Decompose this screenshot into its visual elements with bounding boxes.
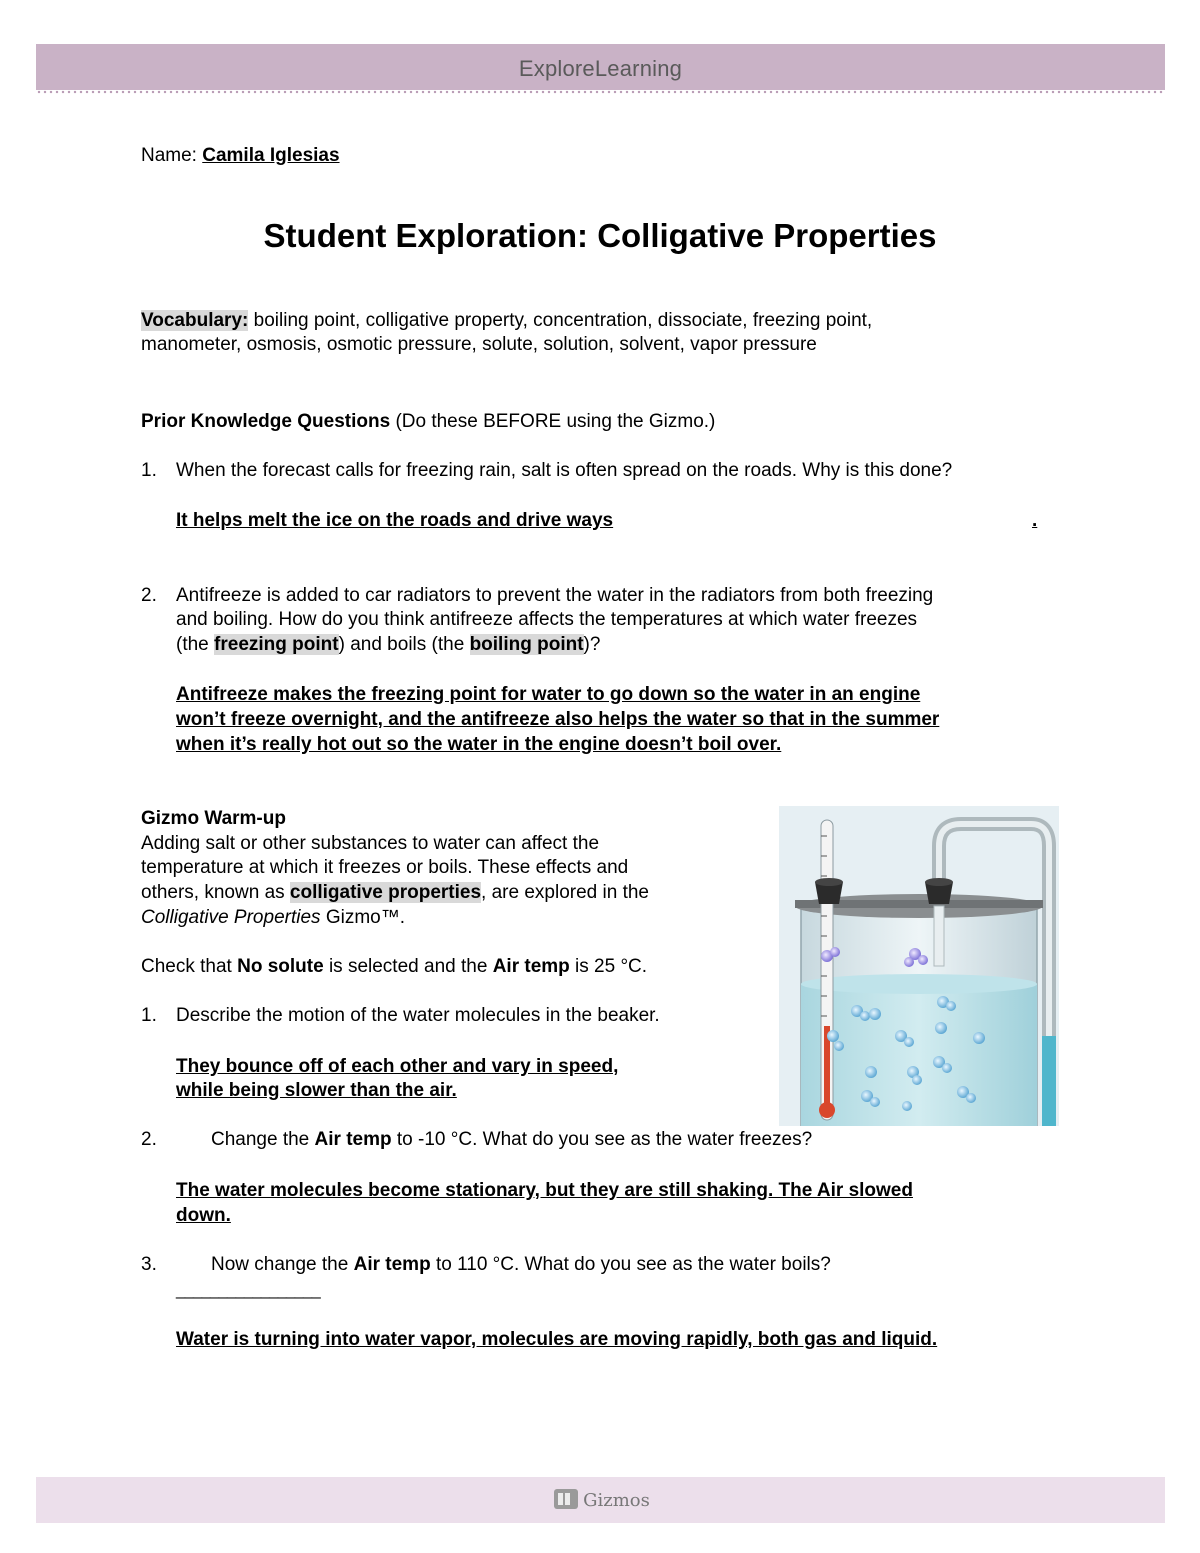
warmup-q2-answer-2: down.: [176, 1205, 231, 1226]
prior-q1-answer-end: .: [1032, 510, 1038, 531]
gizmos-logo: [36, 1477, 1165, 1523]
warmup-q1-text: Describe the motion of the water molecules in the beaker.: [176, 1005, 660, 1026]
vocabulary-text-2: manometer, osmosis, osmotic pressure, solute, solution, solvent, vapor pressure: [141, 334, 817, 355]
name-label: Name:: [141, 145, 197, 166]
prior-q2-number: 2.: [141, 585, 157, 606]
warmup-q1-answer-2: while being slower than the air.: [176, 1080, 457, 1101]
warmup-q3-answer: Water is turning into water vapor, molecules are moving rapidly, both gas and liquid.: [176, 1329, 938, 1350]
name-value: Camila Iglesias: [202, 145, 340, 166]
prior-q2-answer-2: won’t freeze overnight, and the antifreeze also helps the water so that in the summer: [176, 709, 940, 730]
prior-q2-line-2: and boiling. How do you think antifreeze affects the temperatures at which water freezes: [176, 609, 918, 630]
warmup-q2-text: [211, 1129, 812, 1151]
header-band: [36, 44, 1165, 90]
term-colligative-properties: colligative properties: [289, 882, 482, 903]
vocabulary-line-1: [141, 310, 872, 332]
gizmo-name-italic: Colligative Properties: [141, 907, 321, 928]
prior-q2-answer-1: Antifreeze makes the freezing point for water to go down so the water in an engine: [176, 684, 921, 705]
warmup-q1-number: 1.: [141, 1005, 157, 1026]
term-boiling-point: boiling point: [469, 634, 584, 655]
warmup-q2-c: to -10 °C. What do you see as the water freezes?: [396, 1129, 813, 1150]
prior-q2-text-c: )?: [583, 634, 601, 655]
header-dotted-divider: [36, 90, 1165, 94]
check-c: is selected and the: [328, 956, 488, 977]
check-air-temp: Air temp: [492, 956, 570, 977]
check-no-solute: No solute: [237, 956, 324, 977]
warmup-heading-text: Gizmo Warm-up: [141, 808, 286, 829]
warmup-q1-answer-1: They bounce off of each other and vary in speed,: [176, 1056, 619, 1077]
page-title: Student Exploration: Colligative Properties: [263, 217, 937, 254]
prior-q2-text-a: (the: [176, 634, 209, 655]
warmup-q3-text: [211, 1254, 831, 1276]
prior-note: (Do these BEFORE using the Gizmo.): [395, 411, 716, 432]
warmup-q3-c: to 110 °C. What do you see as the water boils?: [435, 1254, 831, 1275]
prior-q2-line-1: Antifreeze is added to car radiators to prevent the water in the radiators from both freezing: [176, 585, 934, 606]
warmup-check-line: [141, 956, 647, 978]
warmup-p4-b: Gizmo™.: [325, 907, 405, 928]
warmup-q3-blank: _________________: [176, 1280, 320, 1299]
prior-q1-number: 1.: [141, 460, 157, 481]
warmup-q3-a: Now change the: [211, 1254, 349, 1275]
warmup-p3-a: others, known as: [141, 882, 285, 903]
prior-q2-text-b: ) and boils (the: [338, 634, 465, 655]
warmup-p1: Adding salt or other substances to water can affect the: [141, 833, 600, 854]
footer-band: [36, 1477, 1165, 1523]
warmup-q2-air-temp: Air temp: [314, 1129, 392, 1150]
warmup-q3-air-temp: Air temp: [353, 1254, 431, 1275]
prior-heading: Prior Knowledge Questions: [141, 411, 391, 432]
warmup-p4: [141, 907, 405, 929]
warmup-heading: [141, 808, 286, 830]
warmup-q3-number: 3.: [141, 1254, 157, 1275]
vocabulary-text-1: boiling point, colligative property, concentration, dissociate, freezing point,: [253, 310, 873, 331]
gizmos-logo-text: Gizmos: [583, 1490, 650, 1511]
warmup-p2: temperature at which it freezes or boils. These effects and: [141, 857, 629, 878]
check-d: is 25 °C.: [575, 956, 648, 977]
prior-q2-line-3: [176, 634, 600, 656]
beaker-image: [779, 806, 1059, 1126]
prior-q1-text: When the forecast calls for freezing rain, salt is often spread on the roads. Why is this done?: [176, 460, 953, 481]
prior-q1-answer-line: [176, 510, 1037, 532]
gizmos-icon: [551, 1484, 581, 1514]
vocabulary-label: Vocabulary:: [141, 310, 249, 331]
warmup-p3-b: , are explored in the: [481, 882, 649, 903]
warmup-q2-answer-1: The water molecules become stationary, but they are still shaking. The Air slowed: [176, 1180, 913, 1201]
warmup-q2-number: 2.: [141, 1129, 157, 1150]
prior-q2-answer-3: when it’s really hot out so the water in the engine doesn’t boil over.: [176, 734, 782, 755]
prior-q1-answer: It helps melt the ice on the roads and drive ways: [176, 510, 614, 531]
gizmo-beaker-illustration: [779, 806, 1059, 1126]
explorelearning-logo: ExploreLearning: [518, 56, 683, 81]
warmup-p3: [141, 882, 649, 904]
term-freezing-point: freezing point: [214, 634, 339, 655]
check-a: Check that: [141, 956, 232, 977]
warmup-q2-a: Change the: [211, 1129, 310, 1150]
name-line: [141, 145, 340, 167]
prior-knowledge-heading: [141, 411, 715, 433]
